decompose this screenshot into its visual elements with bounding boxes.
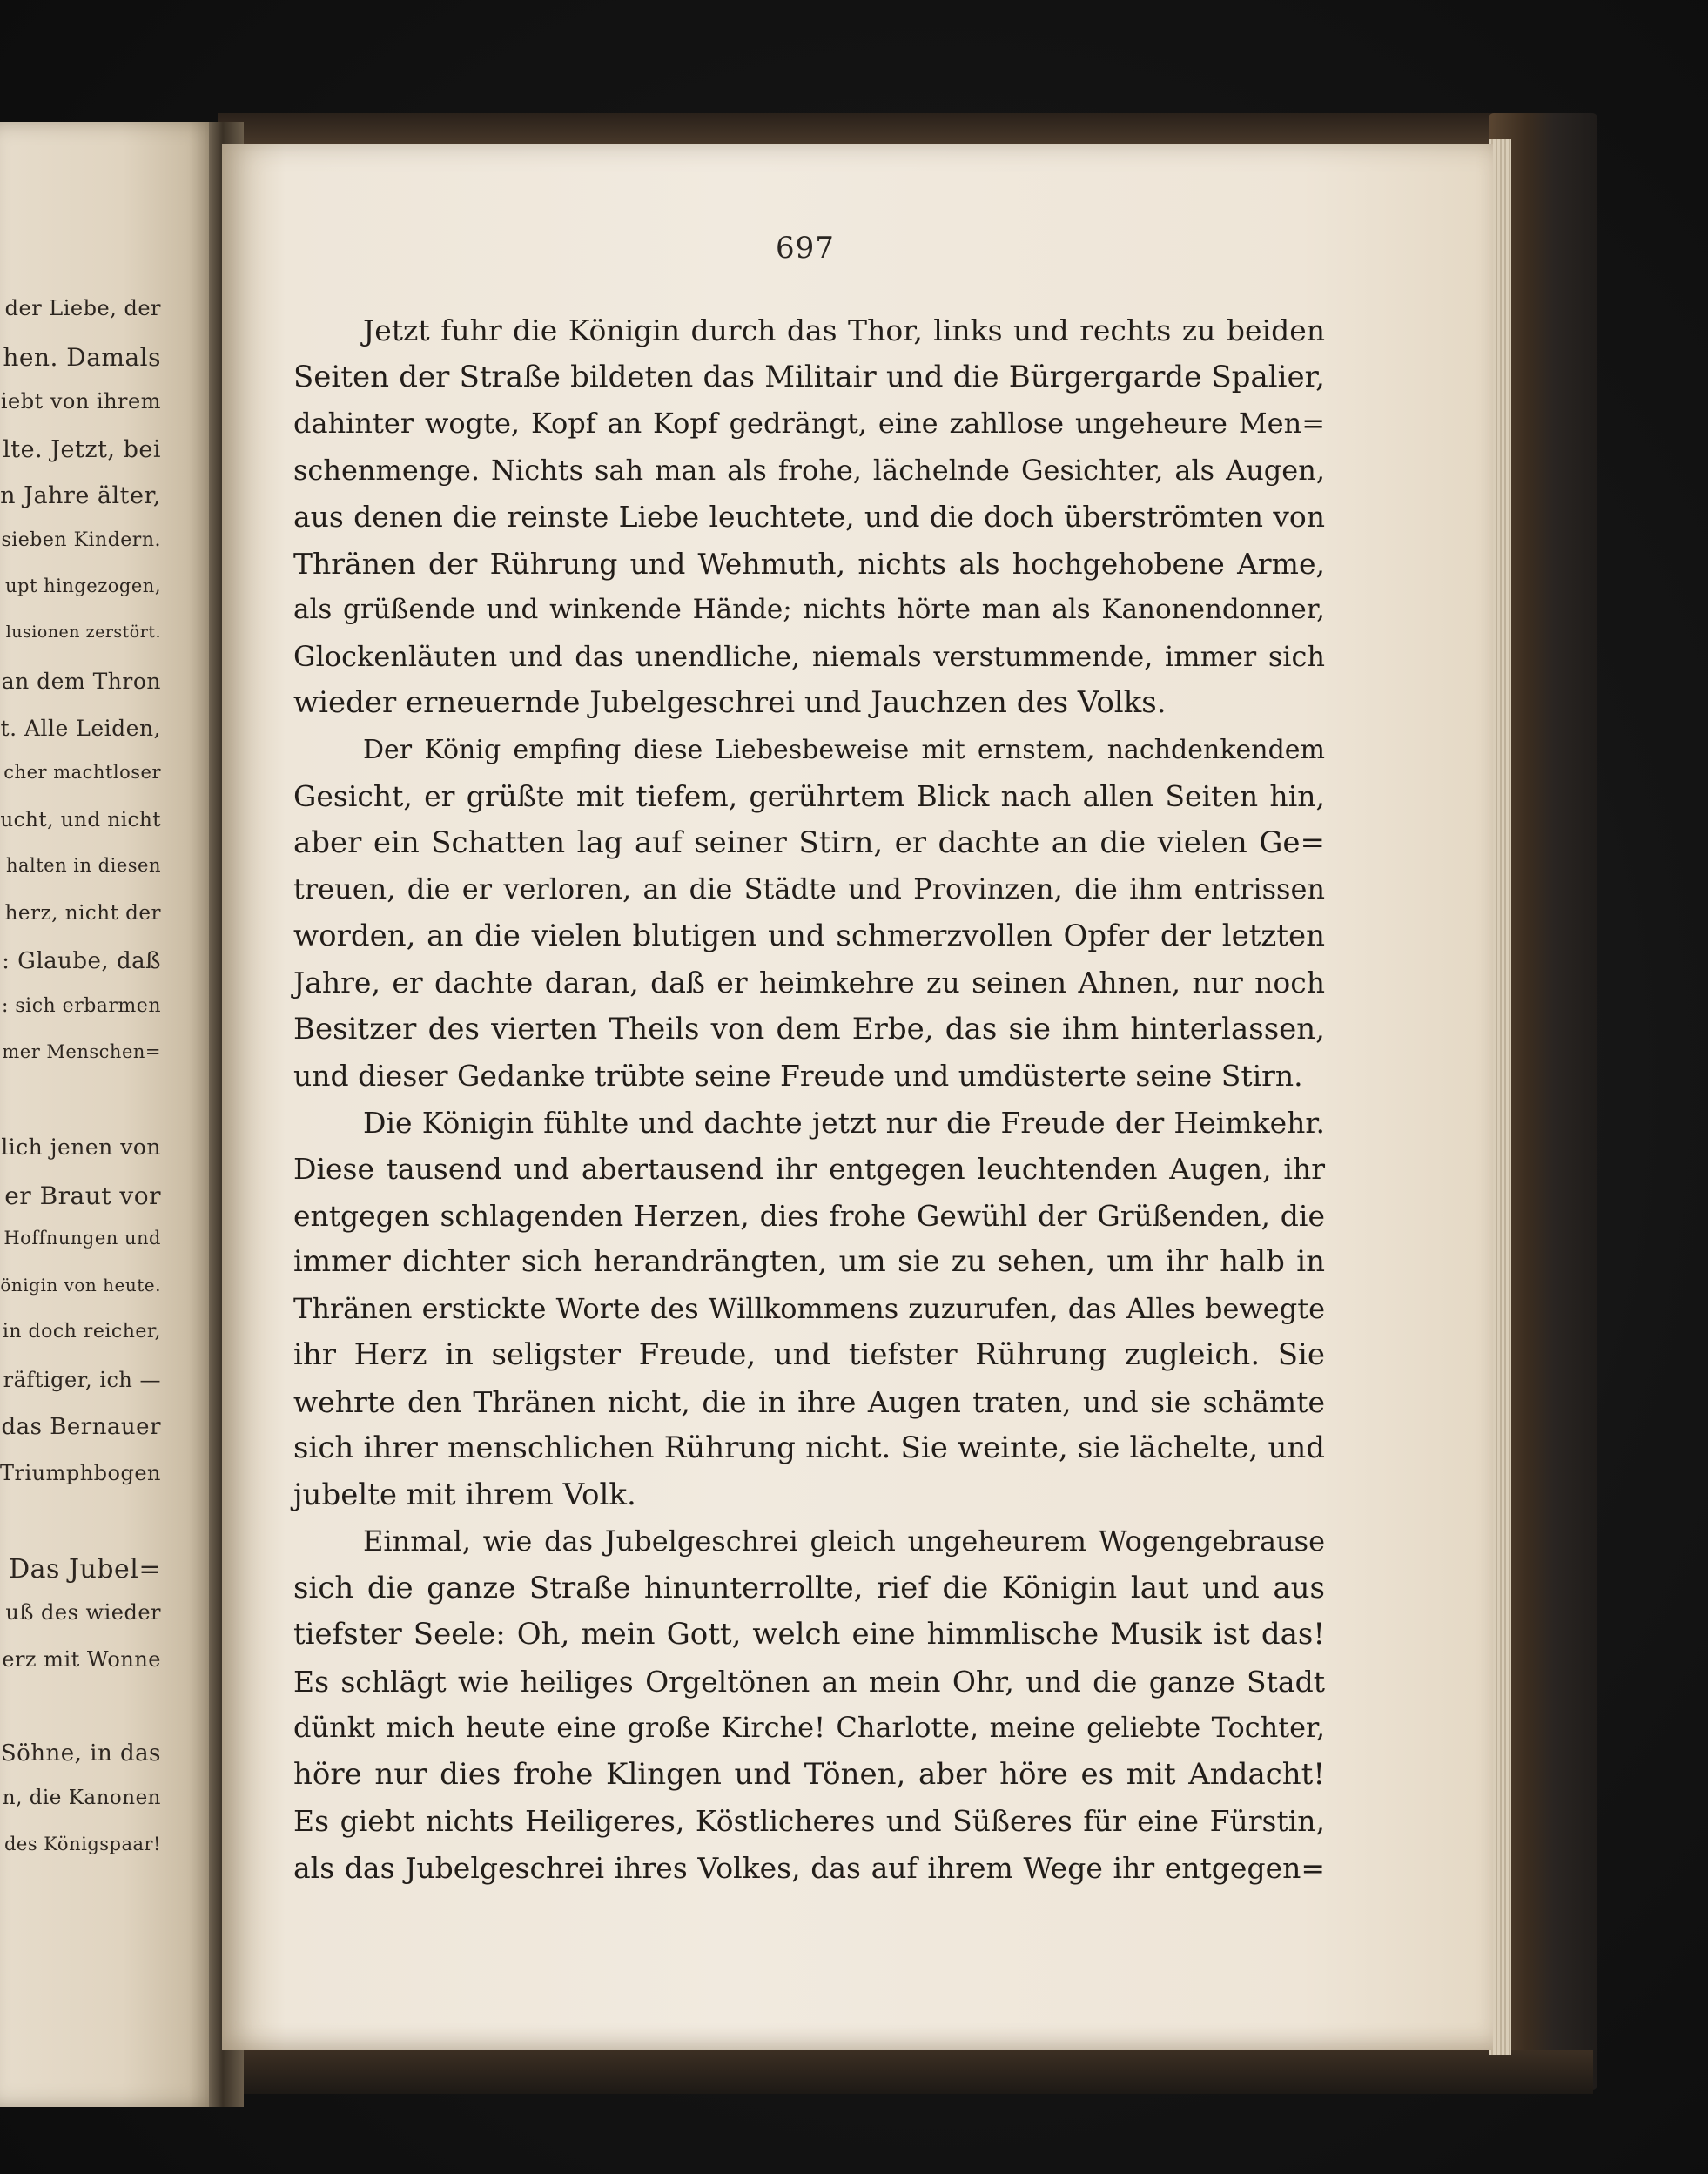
left-page-line: Söhne, in das [0,1740,161,1767]
left-page-line: das Bernauer [1,1414,161,1440]
page-number: 697 [776,231,835,266]
text-line: Thränen der Rührung und Wehmuth, nichts als hochgehobene Arme, [293,546,1325,581]
text-line: höre nur dies frohe Klingen und Tönen, aber höre es mit Andacht! [293,1756,1325,1792]
text-line: jubelte mit ihrem Volk. [293,1477,636,1512]
text-line: Jahre, er dachte daran, daß er heimkehre zu seinen Ahnen, nur noch [293,966,1325,1000]
left-page-line: cher machtloser [3,762,161,783]
left-page-line: lusionen zerstört. [5,622,161,642]
left-page-line: er Braut vor [4,1181,161,1210]
left-page-line: lte. Jetzt, bei [3,435,161,463]
left-page-line: n, die Kanonen [2,1787,161,1809]
left-page-line: uß des wieder [5,1600,161,1625]
text-line: Jetzt fuhr die Königin durch das Thor, links und rechts zu beiden [363,313,1325,347]
text-line: Thränen erstickte Worte des Willkommens zuzurufen, das Alles bewegte [293,1291,1325,1325]
left-page-line: in doch reicher, [2,1321,161,1343]
left-facing-page [0,122,222,2107]
text-line: sich die ganze Straße hinunterrollte, rief die Königin laut und aus [293,1570,1325,1605]
left-page-line: iebt von ihrem [0,389,161,414]
text-line: Die Königin fühlte und dachte jetzt nur die Freude der Heimkehr. [363,1105,1325,1140]
text-line: immer dichter sich herandrängten, um sie zu sehen, um ihr halb in [293,1244,1325,1279]
left-page-line: ucht, und nicht [0,808,161,831]
text-line: Glockenläuten und das unendliche, niemals verstummende, immer sich [293,639,1325,673]
left-page-line: Hoffnungen und [3,1228,161,1249]
left-page-line: lich jenen von [1,1134,161,1160]
text-line: treuen, die er verloren, an die Städte und Provinzen, die ihm entrissen [293,872,1325,905]
text-line: dünkt mich heute eine große Kirche! Charlotte, meine geliebte Tochter, [293,1711,1325,1744]
left-page-line: Das Jubel= [9,1553,161,1585]
right-page [222,144,1493,2050]
left-page-line: t. Alle Leiden, [0,715,161,741]
text-line: tiefster Seele: Oh, mein Gott, welch eine himmlische Musik ist das! [293,1617,1325,1652]
text-line: sich ihrer menschlichen Rührung nicht. Sie weinte, sie lächelte, und [293,1430,1325,1465]
left-page-line: sieben Kindern. [1,528,161,551]
text-line: Seiten der Straße bildeten das Militair und die Bürgergarde Spalier, [293,359,1325,394]
left-page-line: räftiger, ich — [3,1367,161,1392]
text-line: aber ein Schatten lag auf seiner Stirn, er dachte an die vielen Ge= [293,825,1325,860]
left-page-line: Triumphbogen [0,1460,161,1485]
left-page-line: : Glaube, daß [2,948,161,974]
text-line: und dieser Gedanke trübte seine Freude und umdüsterte seine Stirn. [293,1059,1303,1093]
text-line: aus denen die reinste Liebe leuchtete, und die doch überströmten von [293,500,1325,534]
text-line: schenmenge. Nichts sah man als frohe, lächelnde Gesichter, als Augen, [293,453,1325,487]
left-page-line: n Jahre älter, [0,482,161,509]
text-line: als grüßende und winkende Hände; nichts hörte man als Kanonendonner, [293,594,1325,625]
left-page-line: erz mit Wonne [2,1646,161,1672]
text-line: Einmal, wie das Jubelgeschrei gleich ungeheurem Wogengebrause [363,1524,1325,1558]
left-page-line: herz, nicht der [4,901,161,925]
text-line: wehrte den Thränen nicht, die in ihre Augen traten, und sie schämte [293,1384,1325,1419]
left-page-line: an dem Thron [1,669,161,694]
left-page-line: halten in diesen [5,855,161,876]
book-cover-bottom-edge [209,2050,1593,2094]
text-line: Gesicht, er grüßte mit tiefem, gerührtem Blick nach allen Seiten hin, [293,779,1325,813]
book-cover-top-edge [218,113,1576,148]
text-line: Diese tausend und abertausend ihr entgegen leuchtenden Augen, ihr [293,1152,1325,1186]
body-text [293,307,1325,1891]
left-page-line: upt hingezogen, [5,575,161,596]
text-line: als das Jubelgeschrei ihres Volkes, das auf ihrem Wege ihr entgegen= [293,1850,1325,1885]
left-page-line: der Liebe, der [4,296,161,320]
left-page-line: des Königspaar! [3,1833,161,1854]
text-line: Es giebt nichts Heiligeres, Köstlicheres und Süßeres für eine Fürstin, [293,1804,1325,1838]
left-page-line: önigin von heute. [0,1274,161,1296]
left-page-line: : sich erbarmen [1,994,161,1017]
text-line: dahinter wogte, Kopf an Kopf gedrängt, eine zahllose ungeheure Men= [293,407,1325,440]
text-line: entgegen schlagenden Herzen, dies frohe Gewühl der Grüßenden, die [293,1198,1325,1233]
text-line: Besitzer des vierten Theils von dem Erbe, das sie ihm hinterlassen, [293,1011,1325,1047]
text-line: ihr Herz in seligster Freude, und tiefster Rührung zugleich. Sie [293,1337,1325,1372]
text-line: wieder erneuernde Jubelgeschrei und Jauchzen des Volks. [293,685,1167,720]
left-page-line: hen. Damals [3,342,161,372]
text-line: Es schlägt wie heiliges Orgeltönen an mein Ohr, und die ganze Stadt [293,1664,1325,1699]
left-page-line: mer Menschen= [2,1041,161,1062]
text-line: worden, an die vielen blutigen und schmerzvollen Opfer der letzten [293,918,1325,953]
text-line: Der König empfing diese Liebesbeweise mit ernstem, nachdenkendem [363,734,1325,765]
